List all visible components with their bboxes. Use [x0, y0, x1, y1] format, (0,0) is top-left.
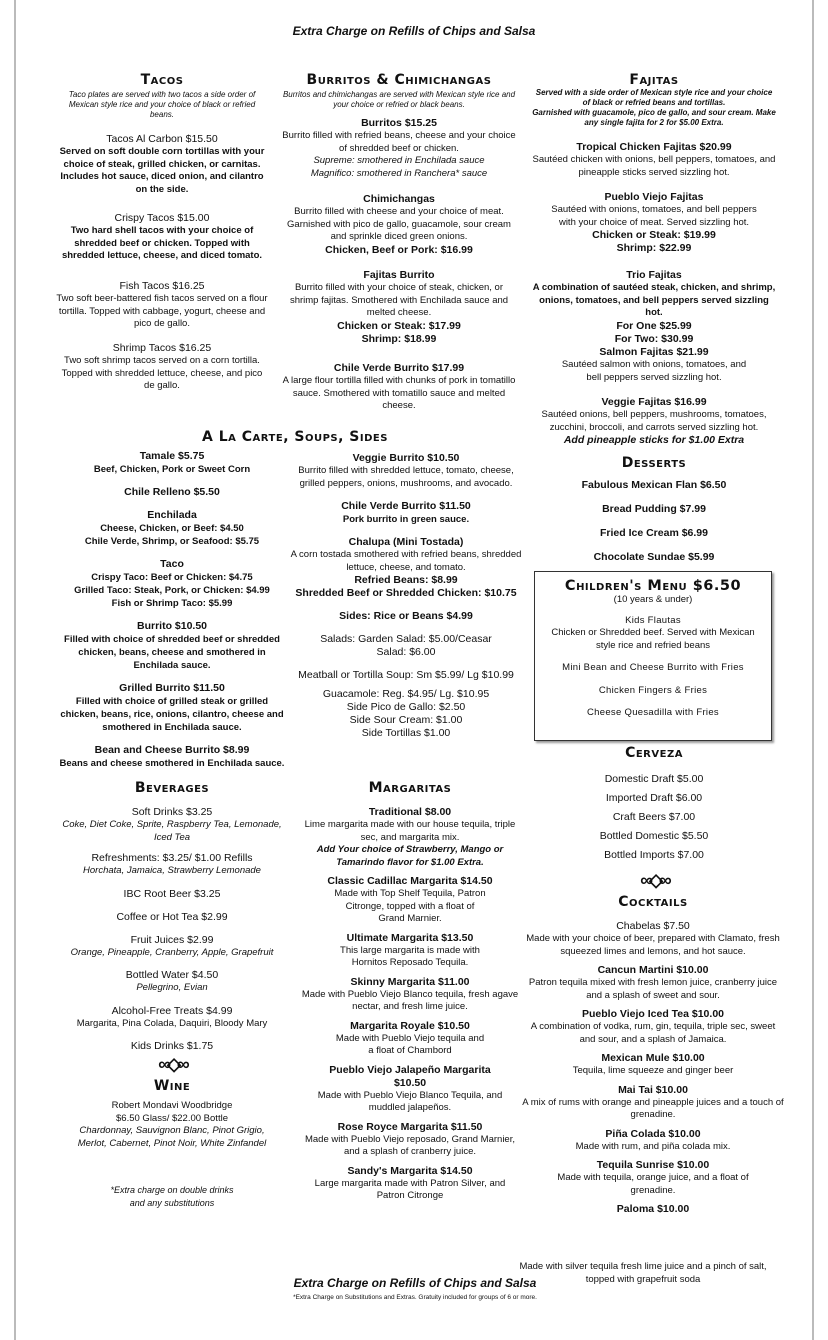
desserts-title: Desserts: [621, 455, 687, 471]
wine-title: Wine: [153, 1078, 191, 1094]
cocktail-item: [522, 964, 784, 1002]
item-desc: Made with your choice of beer, prepared with Clamato, fresh squeezed limes and lemons, and hot sauce.: [526, 933, 780, 957]
item-name: Chile Relleno $5.50: [124, 486, 220, 498]
item-name: Tamale $5.75: [139, 450, 205, 462]
item-desc: Served on soft double corn tortillas with your choice of steak, grilled chicken, or carnitas. Includes hot sauce, diced onion, and cilantro on the side.: [59, 146, 265, 195]
item-note: Add Your choice of Strawberry, Mango or Tamarindo flavor for $1.00 Extra.: [316, 844, 504, 868]
tacos-title: Tacos: [140, 72, 184, 88]
alacarte-item: Side Pico de Gallo: $2.50: [346, 701, 466, 713]
beverage-item: [56, 969, 288, 995]
item-desc: A combination of vodka, rum, gin, tequila, triple sec, sweet and sour, and a splash of Jamaica.: [530, 1021, 776, 1045]
alacarte-right: [286, 452, 526, 740]
item-desc: Two hard shell tacos with your choice of shredded beef or chicken. Topped with shredded lettuce, cheese, and diced tomato.: [61, 225, 263, 261]
cocktail-item: [522, 1084, 784, 1122]
item-name: Tacos Al Carbon $15.50: [106, 133, 218, 145]
item-name: Piña Colada $10.00: [605, 1127, 701, 1140]
alacarte-item: Side Sour Cream: $1.00: [349, 714, 463, 726]
fajita-item: [532, 141, 776, 179]
dessert-item: Bread Pudding $7.99: [602, 503, 706, 515]
item-desc: Sautéed with onions, tomatoes, and bell peppers with your choice of meat. Served sizzling hot.: [551, 204, 757, 228]
item-name: Coffee or Hot Tea $2.99: [116, 910, 228, 923]
item-name: Chalupa (Mini Tostada): [348, 536, 464, 548]
item-name: Mexican Mule $10.00: [601, 1052, 705, 1064]
item-name: IBC Root Beer $3.25: [123, 887, 221, 900]
wine-name: Robert Mondavi Woodbridge: [111, 1100, 233, 1111]
item-desc: Made with Pueblo Viejo Blanco Tequila, and muddled jalapeños.: [317, 1089, 503, 1113]
margarita-item: [300, 1064, 520, 1115]
item-price: Chicken, Beef or Pork: $16.99: [325, 243, 473, 256]
item-name: Skinny Margarita $11.00: [350, 975, 470, 988]
alacarte-item: [56, 558, 288, 610]
children-item-name: Kids Flautas: [625, 614, 681, 626]
item-name: Chimichangas: [363, 193, 435, 205]
burritos-section: [282, 72, 516, 110]
alacarte-title: A La Carte, Soups, Sides: [202, 429, 388, 445]
item-name: Pueblo Viejo Fajitas: [604, 191, 704, 203]
cerveza-item: Imported Draft $6.00: [605, 792, 703, 804]
cocktail-item: [522, 1052, 784, 1078]
fajita-item: [532, 269, 776, 346]
beverage-item: [56, 911, 288, 924]
item-note: Add pineapple sticks for $1.00 Extra: [563, 434, 745, 446]
alacarte-item: [286, 452, 526, 490]
beverage-item: [56, 852, 288, 878]
wine-price: $6.50 Glass/ $22.00 Bottle: [116, 1112, 228, 1124]
item-note: Supreme: smothered in Enchilada sauce: [313, 155, 485, 166]
margarita-item: [300, 1121, 520, 1159]
item-name: Alcohol-Free Treats $4.99: [111, 1004, 233, 1017]
margarita-item: [300, 976, 520, 1014]
item-price: Chicken or Steak: $19.99: [592, 229, 716, 241]
margaritas-title: Margaritas: [368, 780, 452, 796]
cocktail-item: [522, 1128, 784, 1154]
item-name: Fajitas Burrito: [363, 269, 435, 281]
beverage-item: [56, 888, 288, 901]
alacarte-item: [56, 486, 288, 499]
beverage-item: [56, 934, 288, 960]
cerveza-item: Domestic Draft $5.00: [604, 773, 704, 785]
item-name: Kids Drinks $1.75: [130, 1040, 214, 1052]
item-desc: Tequila, lime squeeze and ginger beer: [572, 1065, 734, 1076]
alacarte-item: Meatball or Tortilla Soup: Sm $5.99/ Lg $10.99: [298, 669, 514, 681]
burrito-item: [282, 117, 516, 180]
item-desc: Made with Pueblo Viejo tequila and a float of Chambord: [335, 1032, 485, 1056]
wine-note: *Extra charge on double drinks and any substitutions: [110, 1185, 234, 1208]
item-desc: Grilled Taco: Steak, Pork, or Chicken: $4.99: [74, 585, 270, 596]
item-name: Veggie Burrito $10.50: [352, 452, 460, 464]
footer-note: Extra Charge on Refills of Chips and Salsa: [293, 1276, 537, 1290]
item-name: Trio Fajitas: [626, 269, 682, 281]
item-name: Shredded Beef or Shredded Chicken: $10.75: [295, 587, 517, 599]
tacos-section: [56, 72, 268, 120]
item-name: Refreshments: $3.25/ $1.00 Refills: [91, 852, 253, 864]
fajitas-section: [532, 72, 776, 128]
burrito-item: [282, 362, 516, 413]
item-desc: A mix of rums with orange and pineapple juices and a touch of grenadine.: [522, 1096, 784, 1120]
children-age: (10 years & under): [613, 594, 693, 605]
children-item-desc: Chicken or Shredded beef. Served with Mexican style rice and refried beans: [551, 627, 755, 651]
beverage-item: [56, 806, 288, 844]
alacarte-item: [56, 509, 288, 548]
item-name: Rose Royce Margarita $11.50: [337, 1120, 483, 1133]
item-desc: Made with Pueblo Viejo Blanco tequila, fresh agave nectar, and fresh lime juice.: [301, 988, 519, 1012]
cerveza-item: Bottled Domestic $5.50: [599, 830, 709, 842]
item-name: Burritos $15.25: [361, 117, 437, 129]
item-desc: Coke, Diet Coke, Sprite, Raspberry Tea, Lemonade, Iced Tea: [62, 819, 282, 843]
alacarte-item: [56, 744, 288, 770]
fajita-item: [532, 396, 776, 447]
item-name: Grilled Burrito $11.50: [119, 682, 225, 694]
margarita-item: [300, 1020, 520, 1058]
item-desc: Burrito filled with cheese and your choice of meat. Garnished with pico de gallo, guacamole, sour cream and sprinkle diced green onions.: [287, 206, 511, 242]
item-name: Pueblo Viejo Jalapeño Margarita $10.50: [329, 1063, 491, 1089]
item-desc: Patron tequila mixed with fresh lemon juice, cranberry juice and a splash of sweet and sour.: [528, 977, 778, 1001]
fajitas-title: Fajitas: [629, 72, 679, 88]
beverages-title: Beverages: [134, 780, 210, 796]
cerveza-section: [532, 745, 776, 862]
item-name: Taco: [160, 558, 184, 570]
item-desc: Filled with choice of grilled steak or grilled chicken, beans, rice, onions, cilantro, cheese and smothered in Enchilada sauce.: [60, 696, 284, 733]
item-name: Fish Tacos $16.25: [119, 280, 205, 292]
cerveza-title: Cerveza: [625, 745, 683, 761]
item-name: Chile Verde Burrito $11.50: [341, 500, 471, 512]
dessert-item: Fried Ice Cream $6.99: [600, 527, 708, 539]
cerveza-item: Bottled Imports $7.00: [604, 849, 704, 861]
tacos-intro: Taco plates are served with two tacos a side order of Mexican style rice and your choice of black or refried beans.: [68, 90, 256, 119]
item-name: Pueblo Viejo Iced Tea $10.00: [581, 1008, 724, 1020]
item-price: For Two: $30.99: [614, 332, 694, 345]
margarita-item: [300, 932, 520, 970]
item-desc: Made with Pueblo Viejo reposado, Grand Marnier, and a splash of cranberry juice.: [304, 1133, 515, 1157]
beverage-item: [56, 1040, 288, 1053]
alacarte-item: [286, 500, 526, 526]
alacarte-item: Sides: Rice or Beans $4.99: [339, 610, 473, 622]
item-note: Magnifico: smothered in Ranchera* sauce: [310, 167, 488, 179]
item-desc: A large flour tortilla filled with chunks of pork in tomatillo sauce. Smothered with tomatillo sauce and melted cheese.: [282, 375, 516, 411]
cocktails-section: [522, 894, 784, 1216]
item-name: Enchilada: [147, 509, 197, 521]
alacarte-item: [56, 620, 288, 672]
margaritas-section: [300, 780, 520, 1203]
dessert-item: Fabulous Mexican Flan $6.50: [581, 479, 727, 491]
item-desc: Sautéed chicken with onions, bell peppers, tomatoes, and pineapple sticks served sizzling hot.: [532, 154, 776, 178]
alacarte-item: Side Tortillas $1.00: [361, 727, 451, 739]
wine-section: [56, 1078, 288, 1209]
fajitas-intro: Served with a side order of Mexican style rice and your choice of black or refried beans and tortillas.: [535, 88, 773, 107]
fajitas-intro: Garnished with guacamole, pico de gallo, and sour cream. Make any single fajita for 2 for $5.00 Extra.: [532, 108, 776, 127]
alacarte-item: Guacamole: Reg. $4.95/ Lg. $10.95: [322, 688, 490, 700]
item-desc: Made with tequila, orange juice, and a float of grenadine.: [557, 1172, 749, 1196]
item-name: Paloma $10.00: [616, 1203, 690, 1215]
margarita-item: [300, 806, 520, 869]
item-name: Veggie Fajitas $16.99: [601, 396, 707, 408]
burrito-item: [282, 193, 516, 257]
burrito-item: [282, 269, 516, 346]
item-desc: Chile Verde, Shrimp, or Seafood: $5.75: [84, 536, 260, 547]
item-desc: Horchata, Jamaica, Strawberry Lemonade: [83, 865, 261, 876]
beverages-section: [56, 780, 288, 1053]
item-desc: Large margarita made with Patron Silver, and Patron Citronge: [314, 1177, 506, 1201]
item-name: Cancun Martini $10.00: [597, 964, 709, 976]
item-desc: Burrito filled with your choice of steak, chicken, or shrimp fajitas. Smothered with Enchilada sauce and melted cheese.: [289, 282, 509, 318]
wine-desc: Chardonnay, Sauvignon Blanc, Pinot Grigio, Merlot, Cabernet, Pinot Noir, White Zinfandel: [77, 1125, 267, 1149]
cocktails-title: Cocktails: [618, 894, 688, 910]
item-price: For One $25.99: [616, 319, 692, 332]
item-name: Classic Cadillac Margarita $14.50: [327, 875, 493, 887]
item-desc: Filled with choice of shredded beef or shredded chicken, beans, cheese and smothered in Enchilada sauce.: [64, 634, 280, 671]
item-desc: Orange, Pineapple, Cranberry, Apple, Grapefruit: [70, 946, 274, 958]
item-desc: Made with rum, and piña colada mix.: [575, 1140, 731, 1152]
item-name: Mai Tai $10.00: [618, 1083, 688, 1096]
item-desc: Margarita, Pina Colada, Daquiri, Bloody Mary: [76, 1017, 268, 1029]
item-desc: A combination of sautéed steak, chicken, and shrimp, onions, tomatoes, and bell peppers served sizzling hot.: [532, 282, 776, 318]
fajita-item: [532, 191, 776, 255]
ornament-icon: ∞◇∞: [640, 870, 668, 890]
item-name: Tequila Sunrise $10.00: [596, 1159, 710, 1171]
item-name: Traditional $8.00: [368, 806, 452, 818]
alacarte-item: [286, 536, 526, 600]
item-name: Soft Drinks $3.25: [131, 806, 213, 818]
cocktail-item: [522, 1008, 784, 1046]
item-desc: Made with Top Shelf Tequila, Patron Citronge, topped with a float of Grand Marnier.: [334, 888, 486, 924]
item-desc: Sautéed onions, bell peppers, mushrooms, tomatoes, zucchini, broccoli, and carrots served sizzling hot.: [541, 409, 767, 433]
alacarte-item: Salads: Garden Salad: $5.00/Ceasar Salad: $6.00: [320, 633, 492, 658]
dessert-item: Chocolate Sundae $5.99: [593, 551, 715, 563]
item-name: Margarita Royale $10.50: [350, 1019, 470, 1032]
item-desc: Crispy Taco: Beef or Chicken: $4.75: [91, 572, 253, 583]
item-name: Ultimate Margarita $13.50: [346, 931, 474, 944]
item-desc: Beef, Chicken, Pork or Sweet Corn: [93, 464, 251, 475]
margarita-item: [300, 875, 520, 926]
paloma-desc: Made with silver tequila fresh lime juice and a pinch of salt, topped with grapefruit soda: [519, 1261, 767, 1285]
item-desc: Two soft beer-battered fish tacos served on a flour tortilla. Topped with cabbage, yogurt, cheese and pico de gallo.: [56, 293, 268, 329]
item-name: Shrimp Tacos $16.25: [112, 342, 212, 354]
item-name: Salmon Fajitas $21.99: [599, 346, 709, 358]
children-title: Children's Menu $6.50: [564, 578, 742, 594]
beverage-item: [56, 1005, 288, 1031]
item-desc: Beans and cheese smothered in Enchilada sauce.: [59, 758, 285, 769]
burritos-title: Burritos & Chimichangas: [306, 72, 492, 88]
item-name: Bean and Cheese Burrito $8.99: [94, 744, 250, 756]
item-desc: Pellegrino, Evian: [136, 982, 208, 993]
alacarte-item: [56, 450, 288, 476]
margarita-item: [300, 1165, 520, 1203]
item-desc: Cheese, Chicken, or Beef: $4.50: [100, 523, 244, 534]
tacos-item: [56, 280, 268, 331]
item-desc: Burrito filled with refried beans, cheese and your choice of shredded beef or chicken.: [282, 130, 516, 154]
children-item: Chicken Fingers & Fries: [598, 684, 708, 696]
desserts-section: [532, 455, 776, 564]
item-name: Refried Beans: $8.99: [354, 574, 458, 586]
item-name: Fruit Juices $2.99: [130, 933, 214, 946]
item-name: Burrito $10.50: [136, 620, 208, 632]
item-name: Sandy's Margarita $14.50: [347, 1164, 473, 1177]
item-price: Shrimp: $18.99: [361, 332, 437, 345]
children-item: Cheese Quesadilla with Fries: [587, 707, 719, 718]
item-desc: Lime margarita made with our house tequila, triple sec, and margarita mix.: [304, 819, 516, 843]
burritos-intro: Burritos and chimichangas are served with Mexican style rice and your choice or refried or black beans.: [282, 90, 516, 109]
cocktail-item: [522, 920, 784, 958]
cerveza-item: Craft Beers $7.00: [612, 811, 696, 823]
item-price: Shrimp: $22.99: [616, 242, 692, 254]
item-desc: Two soft shrimp tacos served on a corn tortilla. Topped with shredded lettuce, cheese, and pico de gallo.: [61, 355, 263, 391]
ornament-icon: ∞◇∞: [158, 1054, 186, 1074]
item-name: Bottled Water $4.50: [125, 969, 219, 981]
item-price: Chicken or Steak: $17.99: [337, 319, 461, 332]
tacos-item: [56, 212, 268, 263]
alacarte-item: [56, 682, 288, 734]
children-menu-box: [534, 571, 772, 741]
header-note: Extra Charge on Refills of Chips and Salsa: [292, 24, 536, 38]
alacarte-left: [56, 450, 288, 770]
item-name: Chabelas $7.50: [616, 920, 690, 932]
item-desc: Fish or Shrimp Taco: $5.99: [111, 598, 233, 609]
cocktail-item: [522, 1159, 784, 1197]
item-name: Chile Verde Burrito $17.99: [333, 362, 465, 374]
footer-small: *Extra Charge on Substitutions and Extras. Gratuity included for groups of 6 or more.: [293, 1294, 537, 1301]
cocktail-item: [522, 1203, 784, 1216]
fajita-item: [532, 346, 776, 384]
item-desc: A corn tostada smothered with refried beans, shredded lettuce, cheese, and tomato.: [290, 549, 522, 573]
item-desc: Pork burrito in green sauce.: [342, 514, 470, 525]
item-name: Tropical Chicken Fajitas $20.99: [576, 141, 732, 153]
children-item: Mini Bean and Cheese Burrito with Fries: [562, 662, 744, 673]
tacos-item: [56, 342, 268, 393]
item-desc: This large margarita is made with Hornitos Reposado Tequila.: [340, 944, 480, 968]
item-desc: Burrito filled with shredded lettuce, tomato, cheese, grilled peppers, onions, mushrooms, and avocado.: [298, 465, 514, 489]
item-name: Crispy Tacos $15.00: [114, 212, 210, 224]
tacos-item: [56, 133, 268, 196]
item-desc: Sautéed salmon with onions, tomatoes, and bell peppers served sizzling hot.: [561, 359, 747, 383]
